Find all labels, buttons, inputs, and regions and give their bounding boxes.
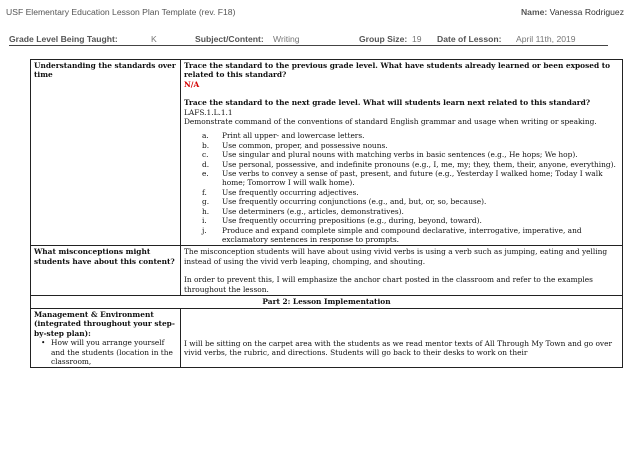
standards-label: Understanding the standards over time (31, 60, 181, 246)
standard-description: Demonstrate command of the conventions of standard English grammar and usage when writing or speaking. (184, 117, 597, 127)
standard-items-list (184, 131, 619, 244)
section-header-row (31, 295, 623, 308)
list-item: d. Use personal, possessive, and indefinite pronouns (e.g., I, me, my; they, them, their, anyone, everything). (202, 159, 616, 169)
management-row (31, 308, 623, 367)
name-value: Vanessa Rodriguez (549, 7, 624, 17)
list-item: • How will you arrange yourself and the students (location in the classroom, (34, 338, 177, 366)
list-item: a. Print all upper- and lowercase letters. (202, 131, 365, 141)
document-title: USF Elementary Education Lesson Plan Template (rev. F18) (6, 7, 236, 17)
group-size-label: Group Size: (359, 34, 408, 44)
list-item: c. Use singular and plural nouns with matching verbs in basic sentences (e.g., He hops; We hop). (202, 150, 578, 160)
standards-content (181, 60, 623, 246)
lesson-plan-table (30, 59, 623, 368)
grade-label: Grade Level Being Taught: (9, 34, 118, 44)
list-item: i. Use frequently occurring prepositions (e.g., during, beyond, toward). (202, 216, 482, 226)
date-label: Date of Lesson: (437, 34, 502, 44)
subject-value: Writing (273, 34, 300, 44)
list-item: e. Use verbs to convey a sense of past, present, and future (e.g., Yesterday I walked home; Today I walk home; Tomorrow I will walk home). (202, 169, 603, 188)
management-label-cell (31, 308, 181, 367)
standards-row (31, 60, 623, 246)
date-value: April 11th, 2019 (516, 34, 576, 44)
list-item: g. Use frequently occurring conjunctions (e.g., and, but, or, so, because). (202, 197, 487, 207)
standard-code: LAFS.1.L.1.1 (184, 107, 233, 117)
grade-value: K (151, 34, 157, 44)
management-content (181, 308, 623, 367)
misconceptions-label: What misconceptions might students have about this content? (31, 246, 181, 296)
misconceptions-content (181, 246, 623, 296)
list-item: j. Produce and expand complete simple and compound declarative, interrogative, imperative, and exclamatory sentences in response to prompts. (202, 225, 582, 244)
previous-grade-answer: N/A (184, 79, 200, 89)
list-item: h. Use determiners (e.g., articles, demonstratives). (202, 206, 404, 216)
subject-label: Subject/Content: (195, 34, 264, 44)
next-grade-question: Trace the standard to the next grade level. What will students learn next related to this standard? (184, 98, 591, 108)
management-text: I will be sitting on the carpet area with the students as we read mentor texts of All Through My Town and go over vivid verbs, the rubric, and directions. Students will go back to their desks to work on their (184, 338, 613, 358)
lesson-meta-row (9, 33, 608, 46)
previous-grade-question: Trace the standard to the previous grade level. What have students already learned or been exposed to related to this standard? (184, 61, 611, 80)
name-label: Name: (520, 7, 548, 17)
student-name (521, 7, 624, 17)
management-bullets (34, 338, 177, 366)
misconceptions-paragraph-1: The misconception students will have about using vivid verbs is using a verb such as jumping, eating and yelling instead of using the vivid verb leaping, chomping, and shouting. (184, 247, 608, 266)
misconceptions-row (31, 246, 623, 296)
list-item: f. Use frequently occurring adjectives. (202, 187, 359, 197)
part2-title: Part 2: Lesson Implementation (31, 295, 623, 308)
misconceptions-paragraph-2: In order to prevent this, I will emphasize the anchor chart posted in the classroom and refer to the examples throughout the lesson. (184, 275, 593, 294)
group-size-value: 19 (412, 34, 422, 44)
management-label: Management & Environment (integrated throughout your step-by-step plan): (34, 309, 175, 338)
list-item: b. Use common, proper, and possessive nouns. (202, 140, 388, 150)
